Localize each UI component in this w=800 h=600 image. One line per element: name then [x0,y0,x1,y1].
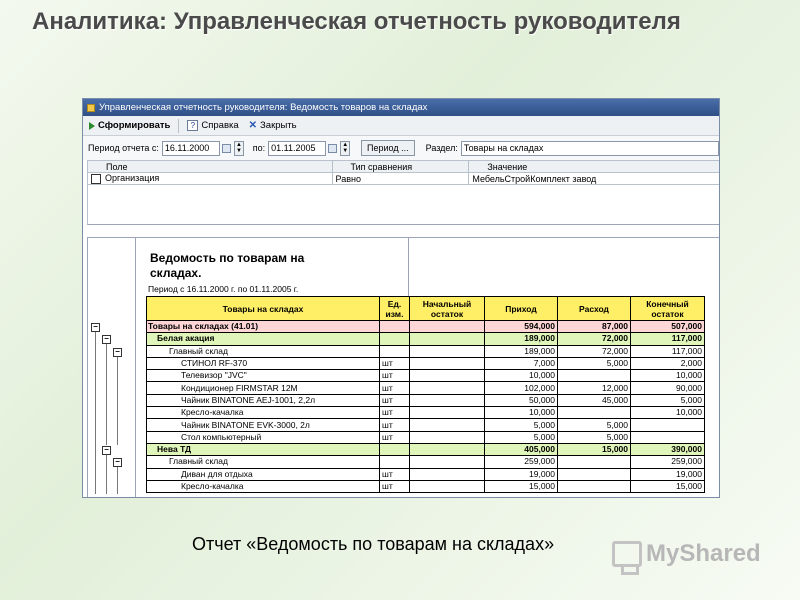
cell-unit: шт [380,431,410,443]
filter-empty-area [87,185,719,225]
presentation-icon [612,541,642,567]
table-row[interactable] [147,431,705,443]
cell-end: 10,000 [631,370,705,382]
cell-unit: шт [380,370,410,382]
cell-start [410,407,485,419]
cell-in: 5,000 [485,431,558,443]
cell-name: Товары на складах (41.01) [147,321,380,333]
table-row[interactable] [147,321,705,333]
cell-in: 189,000 [485,345,558,357]
col-header-unit: Ед. изм. [380,297,410,321]
cell-in: 7,000 [485,357,558,369]
period-from-label: Период отчета с: [88,143,159,153]
collapse-toggle[interactable]: − [91,323,100,332]
cell-in: 19,000 [485,468,558,480]
table-row[interactable] [147,480,705,492]
period-to-label: по: [252,143,266,153]
table-row[interactable] [147,443,705,455]
collapse-toggle[interactable]: − [102,335,111,344]
table-row[interactable] [147,370,705,382]
app-icon [87,104,95,112]
cell-in: 5,000 [485,419,558,431]
cell-end [631,419,705,431]
cell-unit: шт [380,480,410,492]
cell-out: 12,000 [558,382,631,394]
cell-out [558,468,631,480]
cell-name: Главный склад [147,345,380,357]
cell-out: 72,000 [558,333,631,345]
cell-start [410,456,485,468]
tree-guide-line [106,455,107,494]
cell-out: 45,000 [558,394,631,406]
report-period: Период с 16.11.2000 г. по 01.11.2005 г. [148,284,299,294]
period-from-spinner[interactable]: ▲ ▼ [235,141,242,154]
calendar-icon[interactable] [328,144,338,153]
window-titlebar [83,99,719,116]
help-button[interactable] [185,120,240,131]
table-row[interactable] [147,357,705,369]
cell-start [410,357,485,369]
filter-header-compare[interactable]: Тип сравнения [332,161,469,173]
cell-start [410,468,485,480]
cell-in: 10,000 [485,370,558,382]
filter-row[interactable] [88,173,721,185]
params-bar [83,136,719,160]
tree-guide-line [106,344,107,444]
toolbar-separator [178,119,179,133]
cell-in: 50,000 [485,394,558,406]
cell-name: Нева ТД [147,443,380,455]
tree-guide-line [117,357,118,445]
cell-name: Чайник BINATONE AEJ-1001, 2,2л [147,394,380,406]
report-divider [408,238,409,296]
cell-unit [380,345,410,357]
table-row[interactable] [147,468,705,480]
col-header-end: Конечный остаток [631,297,705,321]
cell-end: 117,000 [631,345,705,357]
cell-start [410,345,485,357]
collapse-toggle[interactable]: − [102,446,111,455]
tree-guide-line [117,467,118,494]
filter-value[interactable]: МебельСтройКомплект завод [469,173,720,185]
period-from-field[interactable]: 16.11.2000 [162,141,220,156]
cell-out: 5,000 [558,419,631,431]
table-row[interactable] [147,419,705,431]
cell-name: Главный склад [147,456,380,468]
calendar-icon[interactable] [222,144,232,153]
cell-unit [380,333,410,345]
help-button-label: Справка [201,120,239,131]
cell-end: 90,000 [631,382,705,394]
cell-end: 5,000 [631,394,705,406]
cell-name: Чайник BINATONE EVK-3000, 2л [147,419,380,431]
cell-in: 10,000 [485,407,558,419]
slide-title: Аналитика: Управленческая отчетность руководителя [32,8,681,35]
cell-end: 10,000 [631,407,705,419]
report-area [87,237,719,498]
cell-out [558,456,631,468]
window-title: Управленческая отчетность руководителя: Ведомость товаров на складах [99,102,428,113]
filter-field-value: Организация [105,173,160,184]
cell-unit: шт [380,419,410,431]
cell-start [410,333,485,345]
cell-in: 15,000 [485,480,558,492]
col-header-start: Начальный остаток [410,297,485,321]
cell-out [558,370,631,382]
col-header-out: Расход [558,297,631,321]
close-button[interactable] [247,120,299,131]
cell-out: 87,000 [558,321,631,333]
cell-out: 5,000 [558,357,631,369]
cell-start [410,370,485,382]
col-header-goods: Товары на складах [147,297,380,321]
generate-button-label: Сформировать [98,120,171,131]
cell-in: 594,000 [485,321,558,333]
cell-start [410,321,485,333]
cell-name: Кресло-качалка [147,407,380,419]
toolbar [83,116,719,136]
filter-table [87,160,720,185]
cell-name: Кондиционер FIRMSTAR 12M [147,382,380,394]
cell-end: 15,000 [631,480,705,492]
cell-name: Стол компьютерный [147,431,380,443]
cell-out: 5,000 [558,431,631,443]
cell-end: 390,000 [631,443,705,455]
tree-guide-line [95,332,96,494]
cell-name: Телевизор "JVC" [147,370,380,382]
table-row[interactable] [147,382,705,394]
filter-checkbox[interactable] [91,174,101,184]
watermark-text: MyShared [646,540,761,567]
period-to-spinner[interactable]: ▲ ▼ [342,141,349,154]
cell-out [558,480,631,492]
cell-name: СТИНОЛ RF-370 [147,357,380,369]
cell-start [410,480,485,492]
collapse-toggle[interactable]: − [113,458,122,467]
period-to-field[interactable]: 01.11.2005 [268,141,326,156]
close-icon: ✕ [248,120,258,131]
collapse-toggle[interactable]: − [113,348,122,357]
cell-unit: шт [380,357,410,369]
period-button[interactable]: Период ... [361,140,415,156]
cell-start [410,419,485,431]
report-table [146,296,705,493]
cell-start [410,394,485,406]
slide-caption: Отчет «Ведомость по товарам на складах» [192,534,555,554]
section-field[interactable]: Товары на складах [461,141,719,156]
cell-unit [380,456,410,468]
cell-name: Кресло-качалка [147,480,380,492]
cell-end: 2,000 [631,357,705,369]
table-row[interactable] [147,456,705,468]
section-label: Раздел: [425,143,458,153]
cell-name: Белая акация [147,333,380,345]
cell-out: 15,000 [558,443,631,455]
col-header-in: Приход [485,297,558,321]
cell-in: 189,000 [485,333,558,345]
report-title: Ведомость по товарам на складах. [150,251,305,280]
table-row[interactable] [147,394,705,406]
cell-in: 259,000 [485,456,558,468]
help-icon: ? [187,120,198,131]
cell-name: Диван для отдыха [147,468,380,480]
report-window [82,98,720,498]
cell-start [410,431,485,443]
cell-in: 405,000 [485,443,558,455]
cell-unit [380,443,410,455]
filter-header-field[interactable]: Поле [88,161,333,173]
play-icon [89,122,95,130]
cell-out: 72,000 [558,345,631,357]
watermark [612,540,761,568]
cell-start [410,443,485,455]
cell-end [631,431,705,443]
filter-compare-value[interactable]: Равно [332,173,469,185]
cell-end: 507,000 [631,321,705,333]
cell-end: 19,000 [631,468,705,480]
cell-unit: шт [380,382,410,394]
table-row[interactable] [147,407,705,419]
generate-button[interactable] [87,120,172,131]
cell-end: 259,000 [631,456,705,468]
cell-start [410,382,485,394]
cell-in: 102,000 [485,382,558,394]
table-row[interactable] [147,333,705,345]
close-button-label: Закрыть [260,120,297,131]
filter-header-value[interactable]: Значение [469,161,720,173]
cell-unit [380,321,410,333]
cell-unit: шт [380,468,410,480]
cell-unit: шт [380,407,410,419]
cell-unit: шт [380,394,410,406]
cell-end: 117,000 [631,333,705,345]
cell-out [558,407,631,419]
table-row[interactable] [147,345,705,357]
